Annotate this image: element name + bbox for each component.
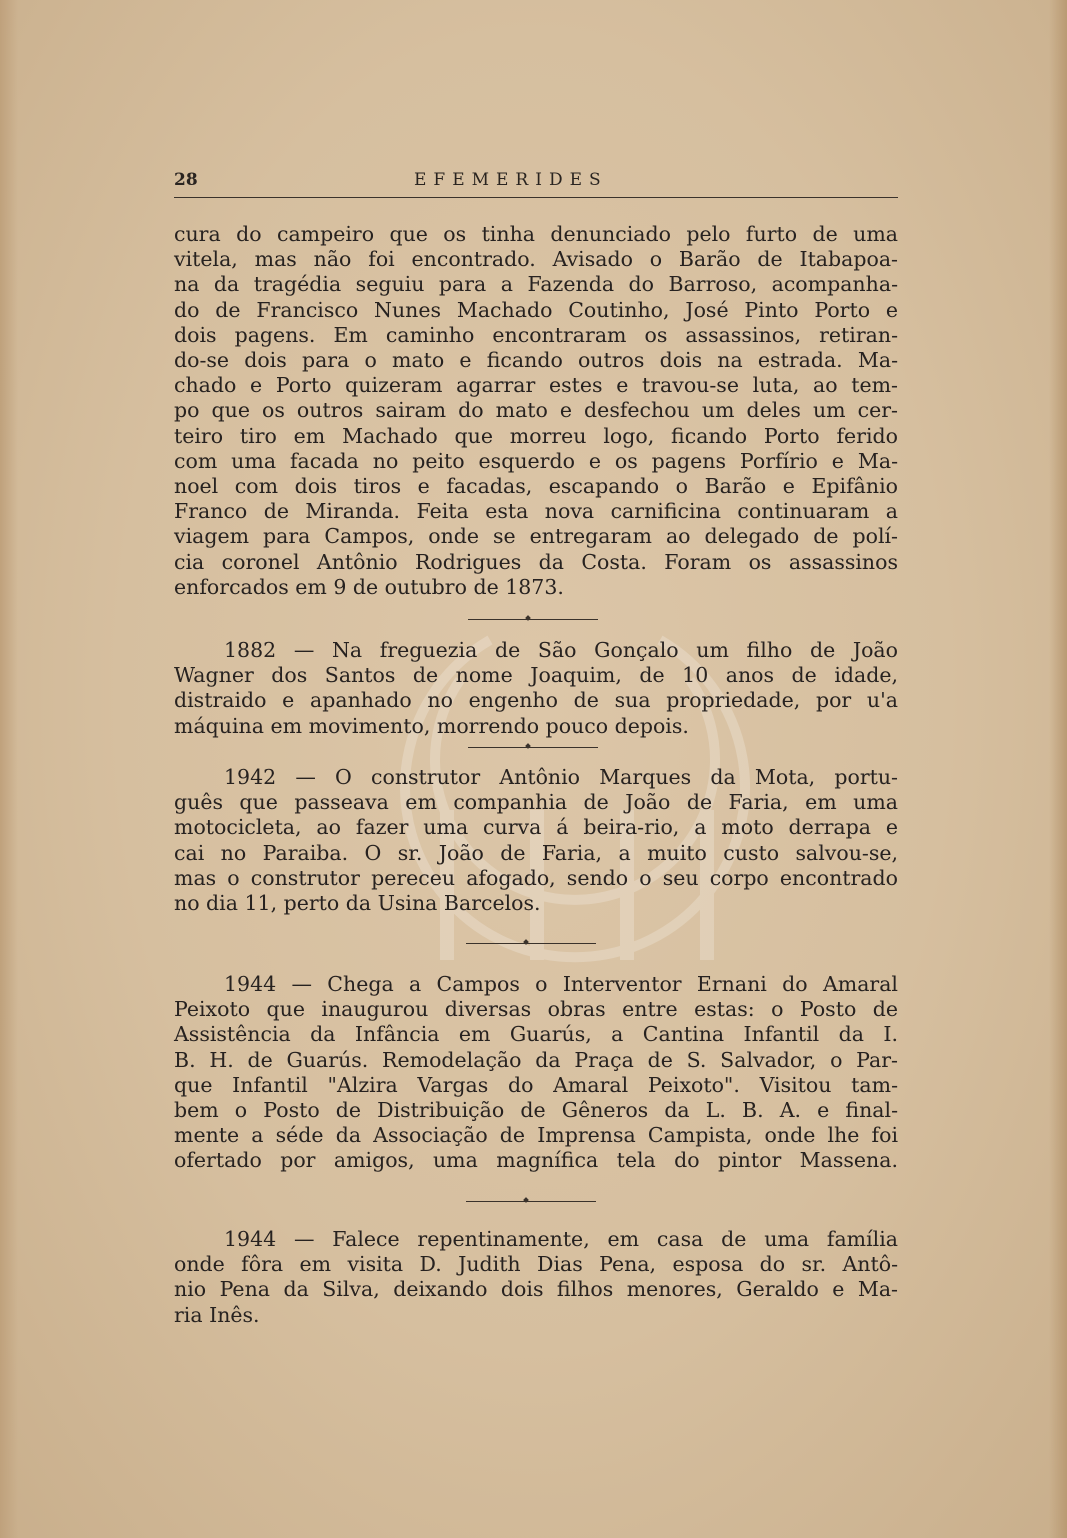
text-line: 1882 — Na freguezia de São Gonçalo um filho de João (224, 638, 898, 662)
text-line: vitela, mas não foi encontrado. Avisado o Barão de Itabapoa- (174, 247, 898, 272)
text-line: ria Inês. (174, 1302, 260, 1327)
text-line: viagem para Campos, onde se entregaram ao delegado de polí- (174, 524, 898, 549)
page-edge-right (1049, 0, 1067, 1538)
text-line: 1944 — Chega a Campos o Interventor Ernani do Amaral (224, 972, 898, 996)
page-number: 28 (174, 170, 198, 190)
text-line: dois pagens. Em caminho encontraram os assassinos, retiran- (174, 322, 898, 347)
text-line: guês que passeava em companhia de João de Faria, em uma (174, 790, 898, 815)
text-line: cai no Paraiba. O sr. João de Faria, a muito custo salvou-se, (174, 840, 898, 865)
text-line: B. H. de Guarús. Remodelação da Praça de S. Salvador, o Par- (174, 1047, 898, 1072)
text-line: mente a séde da Associação de Imprensa Campista, onde lhe foi (174, 1123, 898, 1148)
text-line: 1944 — Falece repentinamente, em casa de uma família (224, 1227, 898, 1251)
text-line: do de Francisco Nunes Machado Coutinho, José Pinto Porto e (174, 297, 898, 322)
text-line: ofertado por amigos, uma magnífica tela do pintor Massena. (174, 1148, 898, 1173)
header-rule (174, 197, 898, 198)
text-line: do-se dois para o mato e ficando outros dois na estrada. Ma- (174, 348, 898, 373)
text-line: mas o construtor pereceu afogado, sendo o seu corpo encontrado (174, 865, 898, 890)
text-line: na da tragédia seguiu para a Fazenda do Barroso, acompanha- (174, 272, 898, 297)
text-line: com uma facada no peito esquerdo e os pagens Porfírio e Ma- (174, 448, 898, 473)
entry-1944-interventor (174, 972, 898, 1174)
running-title: EFEMERIDES (414, 170, 608, 190)
entry-1944-falece (174, 1227, 898, 1328)
section-separator (466, 1199, 596, 1205)
text-line: bem o Posto de Distribuição de Gêneros da L. B. A. e final- (174, 1098, 898, 1123)
text-line: chado e Porto quizeram agarrar estes e travou-se luta, ao tem- (174, 373, 898, 398)
text-line: 1942 — O construtor Antônio Marques da Mota, portu- (224, 765, 898, 789)
section-separator (468, 745, 598, 751)
entry-1942 (174, 765, 898, 916)
text-line: enforcados em 9 de outubro de 1873. (174, 574, 564, 599)
page-edge-left (0, 0, 18, 1538)
text-line: distraido e apanhado no engenho de sua propriedade, por u'a (174, 688, 898, 713)
text-line: máquina em movimento, morrendo pouco depois. (174, 713, 689, 738)
text-line: po que os outros sairam do mato e desfechou um deles um cer- (174, 398, 898, 423)
text-line: que Infantil "Alzira Vargas do Amaral Peixoto". Visitou tam- (174, 1072, 898, 1097)
paragraph-continuation (174, 222, 898, 600)
text-line: Wagner dos Santos de nome Joaquim, de 10 anos de idade, (174, 663, 898, 688)
text-line: onde fôra em visita D. Judith Dias Pena, esposa do sr. Antô- (174, 1252, 898, 1277)
page-header (174, 170, 898, 196)
section-separator (468, 617, 598, 623)
entry-1882 (174, 638, 898, 739)
text-line: motocicleta, ao fazer uma curva á beira-rio, a moto derrapa e (174, 815, 898, 840)
text-line: noel com dois tiros e facadas, escapando o Barão e Epifânio (174, 474, 898, 499)
text-line: Peixoto que inaugurou diversas obras entre estas: o Posto de (174, 997, 898, 1022)
text-line: no dia 11, perto da Usina Barcelos. (174, 891, 541, 916)
text-line: nio Pena da Silva, deixando dois filhos menores, Geraldo e Ma- (174, 1277, 898, 1302)
text-line: teiro tiro em Machado que morreu logo, ficando Porto ferido (174, 423, 898, 448)
text-line: Franco de Miranda. Feita esta nova carnificina continuaram a (174, 499, 898, 524)
text-line: cura do campeiro que os tinha denunciado pelo furto de uma (174, 222, 898, 246)
section-separator (466, 941, 596, 947)
text-line: Assistência da Infância em Guarús, a Cantina Infantil da I. (174, 1022, 898, 1047)
text-line: cia coronel Antônio Rodrigues da Costa. Foram os assassinos (174, 549, 898, 574)
